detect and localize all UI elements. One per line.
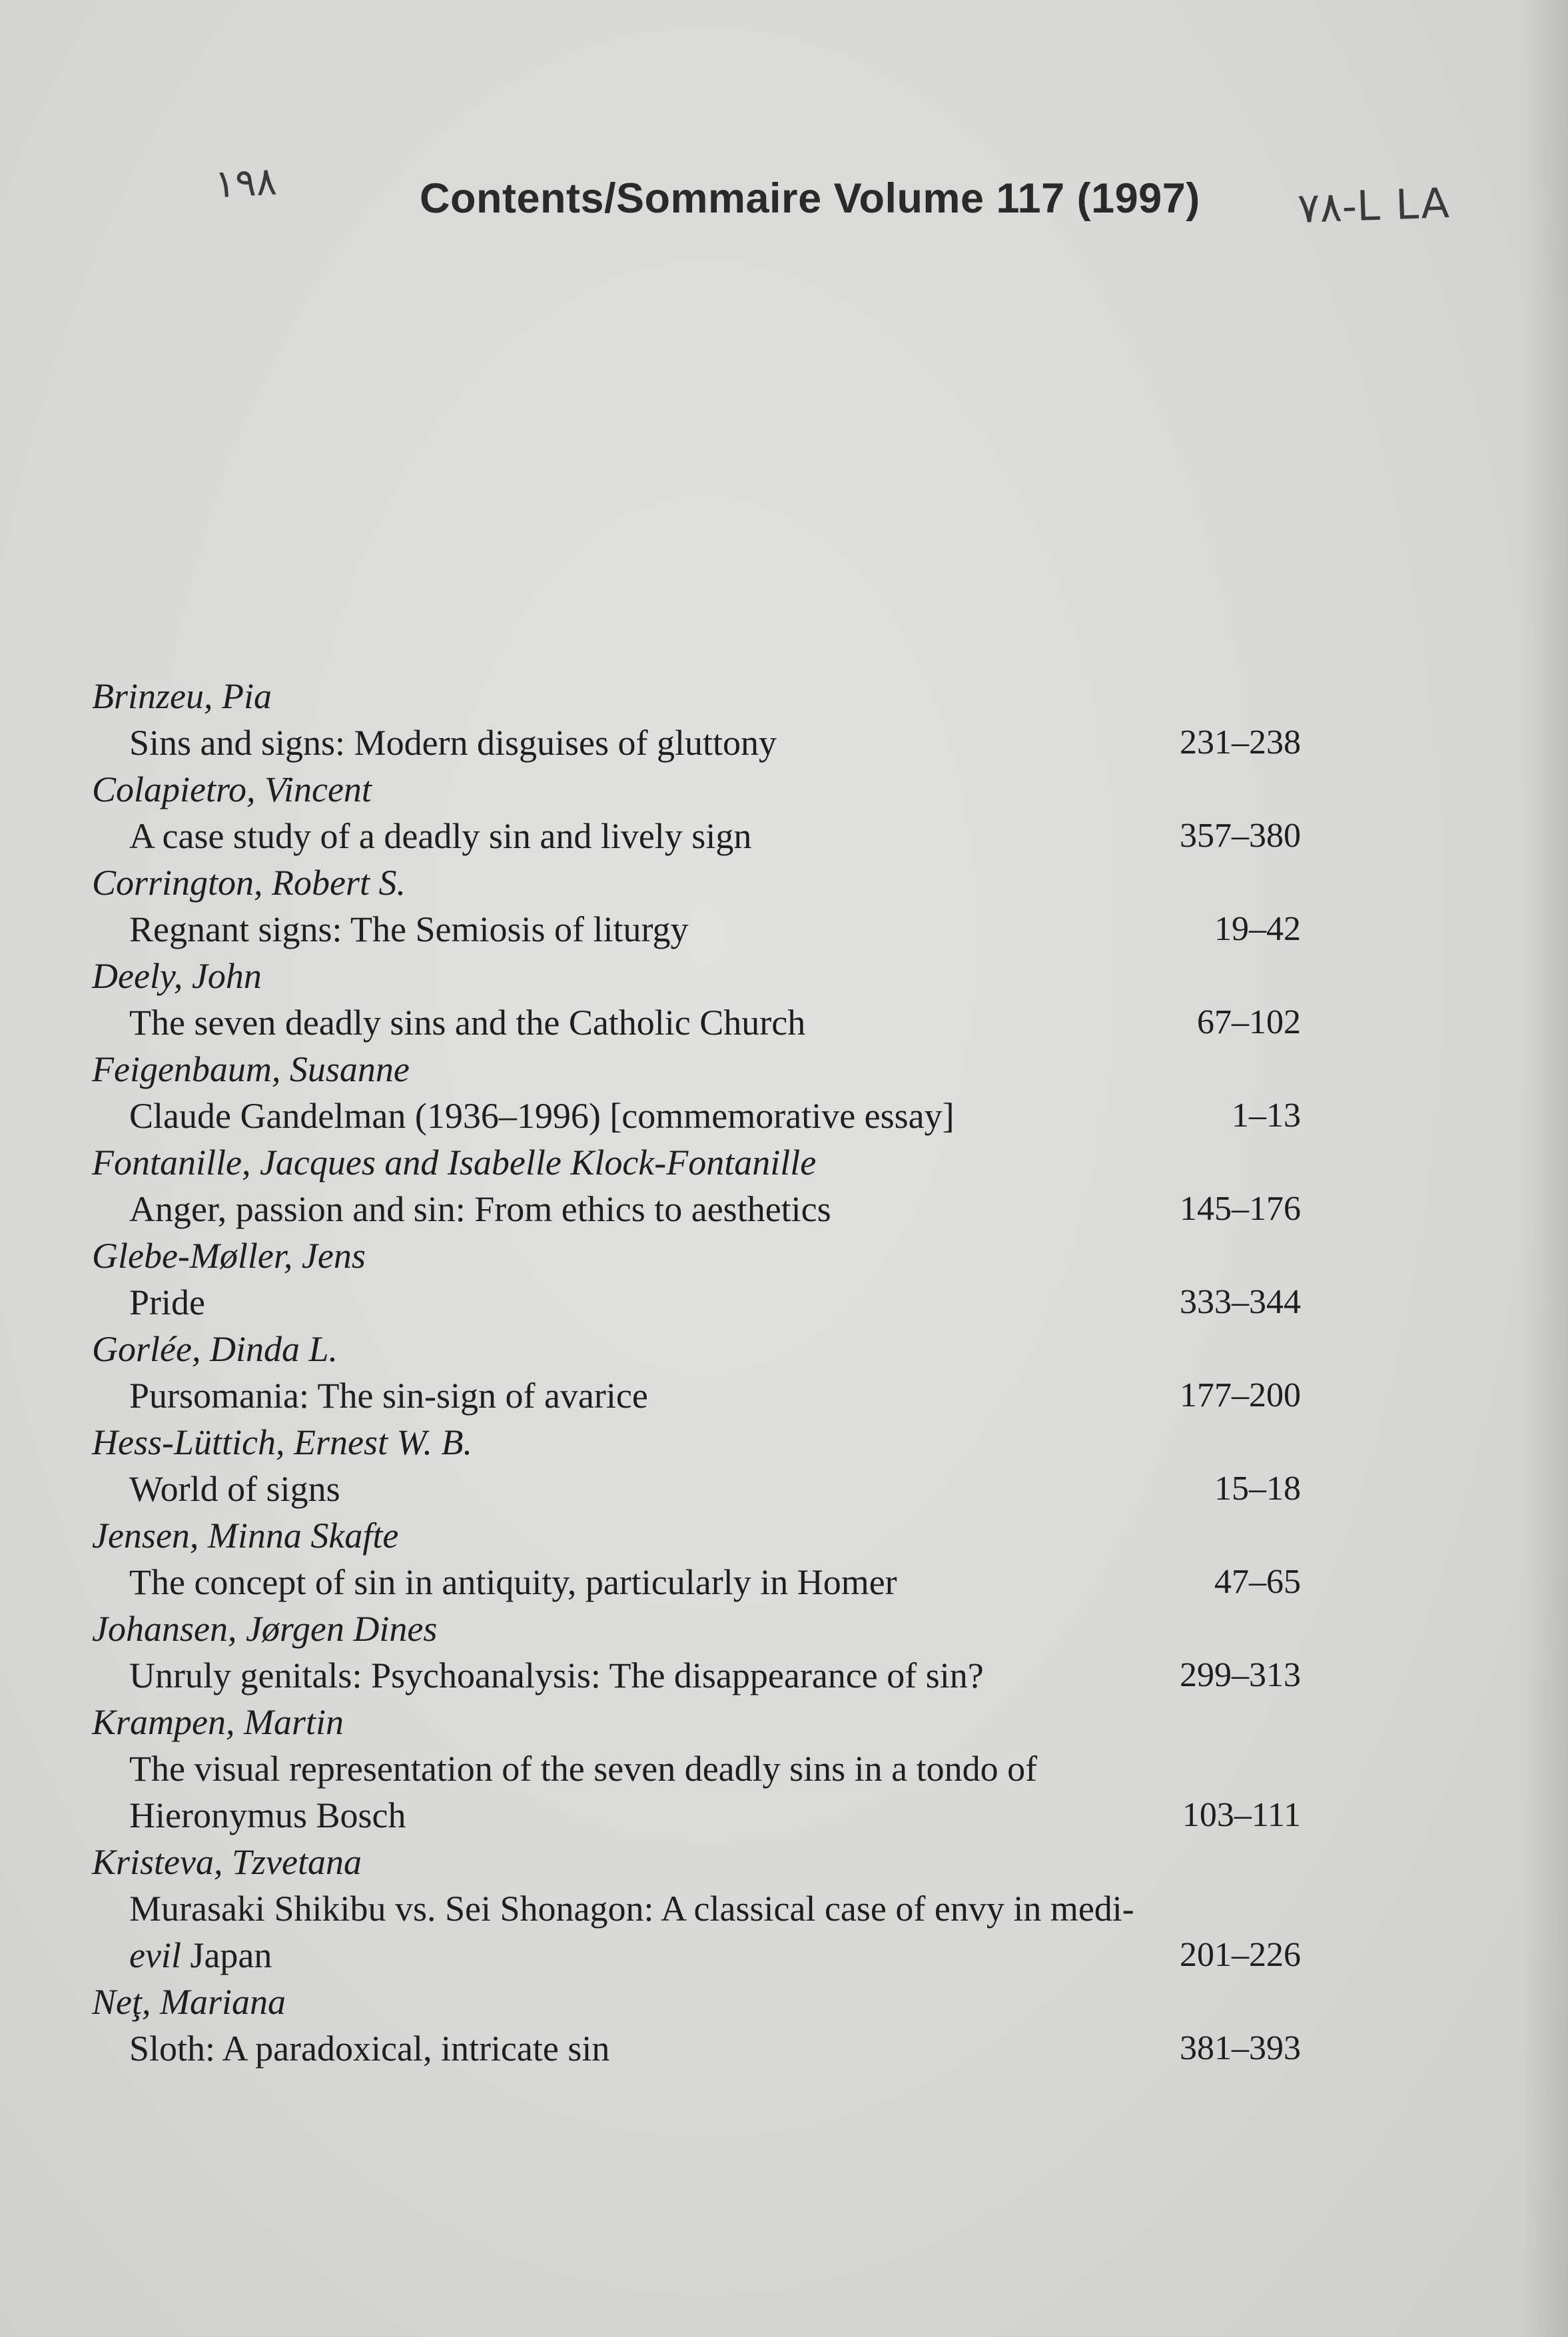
entry-author: Colapietro, Vincent <box>92 769 372 809</box>
entry-title: Anger, passion and sin: From ethics to aesthetics <box>129 1189 831 1229</box>
toc-entry <box>92 1979 1301 2072</box>
entry-author: Brinzeu, Pia <box>92 676 272 716</box>
entry-title-text: Murasaki Shikibu vs. Sei Shonagon: A classical case of envy in medi- <box>129 1889 1134 1929</box>
toc-entry <box>92 1512 1301 1606</box>
entry-pages: 381–393 <box>1180 2029 1301 2067</box>
entry-title <box>129 1885 1155 1979</box>
toc-entry <box>92 1046 1301 1139</box>
entry-title: Pride <box>129 1282 205 1322</box>
table-of-contents <box>92 673 1301 2072</box>
entry-author: Krampen, Martin <box>92 1702 344 1742</box>
binding-shadow <box>1521 0 1568 2337</box>
entry-pages: 145–176 <box>1180 1190 1301 1228</box>
entry-author: Johansen, Jørgen Dines <box>92 1609 438 1649</box>
toc-entry <box>92 1139 1301 1232</box>
toc-entry <box>92 1232 1301 1326</box>
entry-title: The visual representation of the seven deadly sins in a tondo of Hieronymus Bosch <box>129 1749 1038 1835</box>
entry-pages: 201–226 <box>1180 1936 1301 1974</box>
toc-entry <box>92 859 1301 953</box>
entry-title-text-end: Japan <box>181 1935 272 1975</box>
handwritten-annotation-left: ١٩٨ <box>213 158 278 207</box>
toc-entry <box>92 766 1301 859</box>
entry-pages: 19–42 <box>1214 910 1301 948</box>
entry-author: Fontanille, Jacques and Isabelle Klock-Fontanille <box>92 1143 817 1182</box>
toc-entry <box>92 1606 1301 1699</box>
entry-title: Regnant signs: The Semiosis of liturgy <box>129 909 689 949</box>
entry-title: Sloth: A paradoxical, intricate sin <box>129 2029 610 2069</box>
entry-author: Hess-Lüttich, Ernest W. B. <box>92 1422 472 1462</box>
toc-entry <box>92 953 1301 1046</box>
entry-author: Jensen, Minna Skafte <box>92 1516 399 1556</box>
entry-pages: 231–238 <box>1180 723 1301 761</box>
entry-author: Neţ, Mariana <box>92 1982 286 2022</box>
entry-pages: 333–344 <box>1180 1283 1301 1321</box>
entry-pages: 177–200 <box>1180 1376 1301 1414</box>
entry-author: Deely, John <box>92 956 262 996</box>
toc-entry <box>92 1326 1301 1419</box>
entry-author: Corrington, Robert S. <box>92 863 406 903</box>
entry-pages: 299–313 <box>1180 1656 1301 1694</box>
entry-title-italic-text: evil <box>129 1935 181 1975</box>
entry-pages: 47–65 <box>1214 1563 1301 1601</box>
entry-author: Gorlée, Dinda L. <box>92 1329 338 1369</box>
toc-entry <box>92 1419 1301 1512</box>
entry-pages: 357–380 <box>1180 817 1301 855</box>
entry-pages: 103–111 <box>1182 1796 1301 1834</box>
toc-entry <box>92 673 1301 766</box>
entry-pages: 1–13 <box>1232 1097 1301 1135</box>
toc-entry <box>92 1699 1301 1839</box>
entry-title: Claude Gandelman (1936–1996) [commemorative essay] <box>129 1096 955 1136</box>
entry-author: Feigenbaum, Susanne <box>92 1049 410 1089</box>
entry-pages: 15–18 <box>1214 1470 1301 1508</box>
entry-pages: 67–102 <box>1197 1003 1301 1041</box>
entry-title: World of signs <box>129 1469 340 1509</box>
page-title: Contents/Sommaire Volume 117 (1997) <box>420 175 1200 222</box>
entry-title: The concept of sin in antiquity, particularly in Homer <box>129 1562 897 1602</box>
entry-author: Glebe-Møller, Jens <box>92 1236 366 1276</box>
entry-title: Unruly genitals: Psychoanalysis: The disappearance of sin? <box>129 1655 984 1695</box>
handwritten-annotation-right: ٧٨-L LA <box>1296 179 1451 233</box>
entry-title: The seven deadly sins and the Catholic Church <box>129 1003 806 1043</box>
toc-entry <box>92 1839 1301 1979</box>
entry-title: Sins and signs: Modern disguises of gluttony <box>129 723 777 763</box>
entry-title: Pursomania: The sin-sign of avarice <box>129 1376 648 1416</box>
entry-title: A case study of a deadly sin and lively sign <box>129 816 752 856</box>
entry-author: Kristeva, Tzvetana <box>92 1842 362 1882</box>
